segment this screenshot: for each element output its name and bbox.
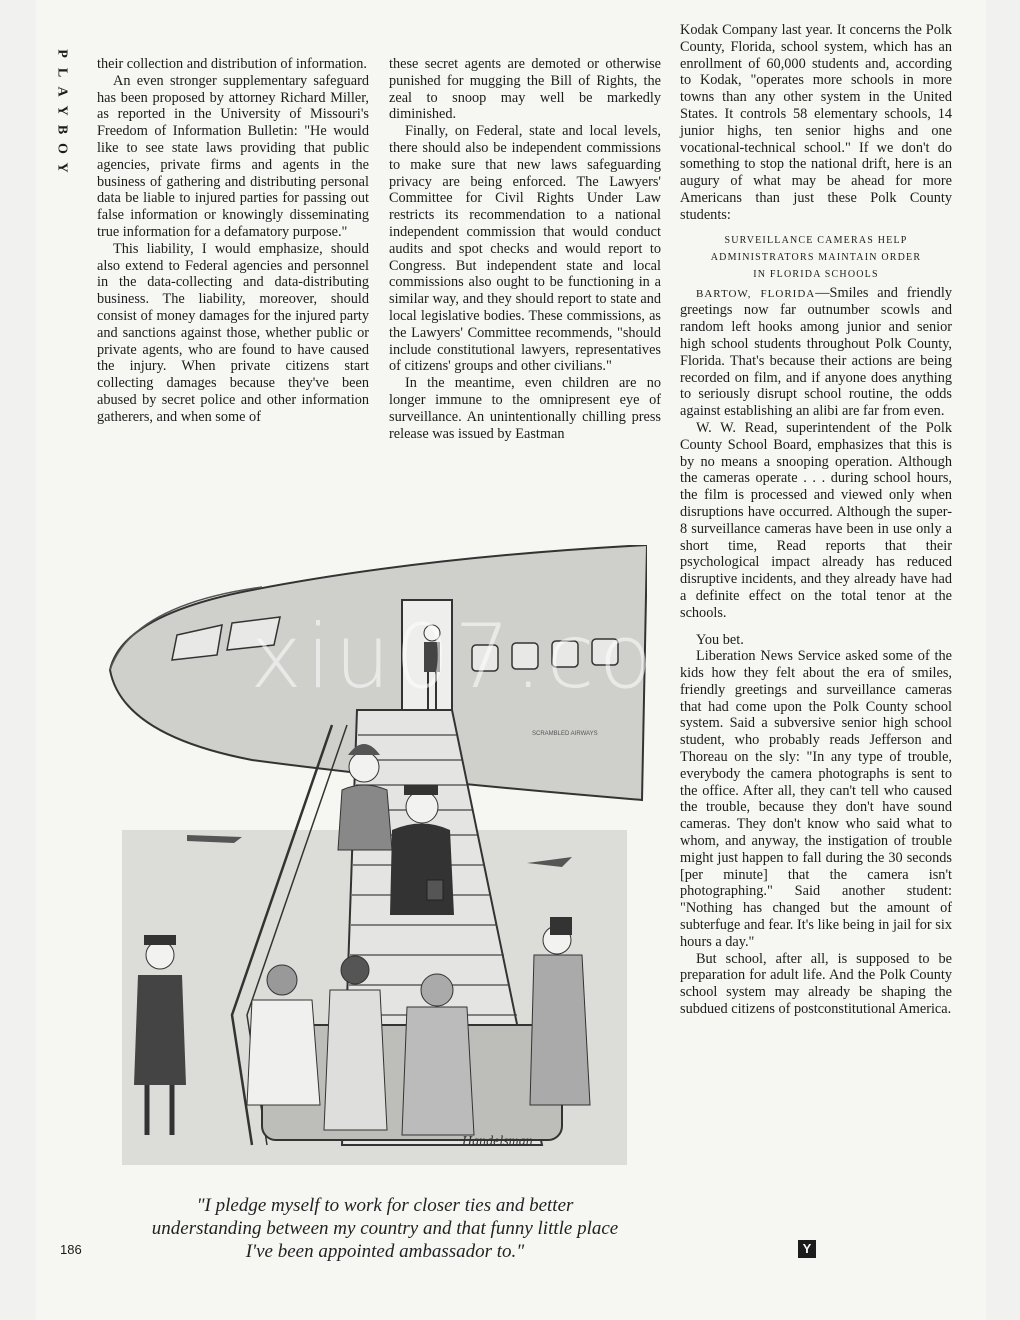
paragraph: these secret agents are demoted or otherwise punished for mugging the Bill of Rights, the zeal to snoop may well be markedly diminished.: [389, 56, 661, 123]
headline-line: IN FLORIDA SCHOOLS: [753, 268, 879, 280]
cartoon-caption: "I pledge myself to work for closer ties and better understanding between my country and that funny little place I've been appointed ambassador to.": [151, 1195, 619, 1262]
paragraph: This liability, I would emphasize, should also extend to Federal agencies and personnel in the data-collecting and data-distributing business. The liability, moreover, should consist of money damages for the injured party and sanctions against those, whether public or private agents, who are found to have caused the injury. When private citizens start collecting damages because they've been abused by secret police and other information gatherers, and when some of: [97, 240, 369, 425]
cartoon-illustration: [102, 545, 647, 1165]
side-title-letter: P: [54, 49, 70, 58]
side-title-letter: Y: [54, 162, 70, 173]
paragraph: Kodak Company last year. It concerns the Polk County, Florida, school system, which has an enrollment of 60,000 students and, according to Kodak, "operates more schools in more towns than any other system in the United States. It controls 58 elementary schools, 14 junior highs, ten senior highs and one vocational-technical school." If we don't do something to stop the national drift, here is an augury of what may be ahead for more Americans than just these Polk County students:: [680, 22, 952, 223]
headline-line: SURVEILLANCE CAMERAS HELP: [724, 234, 908, 246]
paragraph: In the meantime, even children are no longer immune to the omnipresent eye of surveillance. An unintentionally chilling press release was issued by Eastman: [389, 375, 661, 442]
artist-signature: Handelsman: [462, 1134, 533, 1149]
dateline: BARTOW, FLORIDA: [696, 287, 816, 300]
airline-name: SCRAMBLED AIRWAYS: [532, 731, 598, 737]
side-title-letter: B: [54, 124, 70, 135]
paragraph: Finally, on Federal, state and local levels, there should also be independent commissions to make sure that new laws safeguarding privacy are being enforced. The Lawyers' Committee for Civil Rights Under Law restricts its recommendation to a national independent commission that would conduct audits and spot checks and would report to Congress. But independent state and local commissions also ought to be functioning in a similar way, and they should report to state and local legislative bodies. These commissions, as the Lawyers' Committee recommends, "should include constitutional lawyers, representatives of citizens' groups and other civilians.": [389, 123, 661, 375]
article-column-1: [97, 56, 369, 426]
paragraph: their collection and distribution of information.: [97, 56, 367, 72]
paragraph: You bet.: [696, 631, 744, 648]
press-release-headline: [680, 232, 952, 283]
paragraph: An even stronger supplementary safeguard has been proposed by attorney Richard Miller, as reported in the University of Missouri's Freedom of Information Bulletin: "He would like to see state laws providing that public agencies, private firms and agents in the business of gathering and distributing personal data be liable to injured parties for passing out false information or knowingly disseminating true information for a defamatory purpose.": [97, 72, 369, 240]
side-title-letter: O: [54, 143, 70, 154]
side-title-letter: L: [54, 67, 70, 78]
side-title-letters: [52, 44, 72, 177]
side-title-letter: A: [54, 86, 70, 97]
paragraph: W. W. Read, superintendent of the Polk County School Board, emphasizes that this is by no means a snooping operation. Although the cameras operate . . . during school hours, the film is processed and viewed only when disruptions have occurred. Although the super-8 surveillance cameras have been in use only a short time, Read reports that their psychological impact already has reduced disruptive incidents, and they already have had a definite effect on the total tenor at the schools.: [680, 419, 952, 621]
paragraph: Liberation News Service asked some of the kids how they felt about the era of smiles, friendly greetings and surveillance cameras that had come upon the Polk County school system. Said a subversive senior high school student, who probably reads Jefferson and Thoreau on the sly: "In any type of trouble, everybody the camera photographs is sent to the office. After all, they can't tell who caused the trouble, because they don't have sound cameras. They don't know who said what to whom, and anyway, the instigation of trouble might just happen to fall during the 30 seconds [per minute] that the camera isn't photographing." Said another student: "Nothing has changed but the amount of subterfuge and fear. It's like being in jail for six hours a day.": [680, 648, 952, 950]
headline-line: ADMINISTRATORS MAINTAIN ORDER: [710, 251, 922, 263]
paragraph: But school, after all, is supposed to be preparation for adult life. And the Polk County school system may already be shaping the subdued citizens of postconstitutional America.: [680, 950, 952, 1018]
watermark: xiu07.co: [250, 605, 657, 708]
side-title-letter: Y: [54, 105, 70, 116]
press-release-text: —Smiles and friendly greetings now far outnumber scowls and random left hooks among junior and senior high school students throughout Polk County, Florida. That's because their actions are being recorded on film, and if anyone does anything to seriously disrupt school routine, the odds against establishing an alibi are far from even.: [680, 284, 952, 420]
article-column-2: [389, 56, 661, 442]
page-number: 186: [60, 1242, 82, 1257]
article-column-3: [680, 22, 952, 1018]
magazine-side-title: [52, 44, 72, 177]
press-release-paragraph: [680, 285, 952, 420]
end-mark-icon: Y: [798, 1240, 816, 1258]
